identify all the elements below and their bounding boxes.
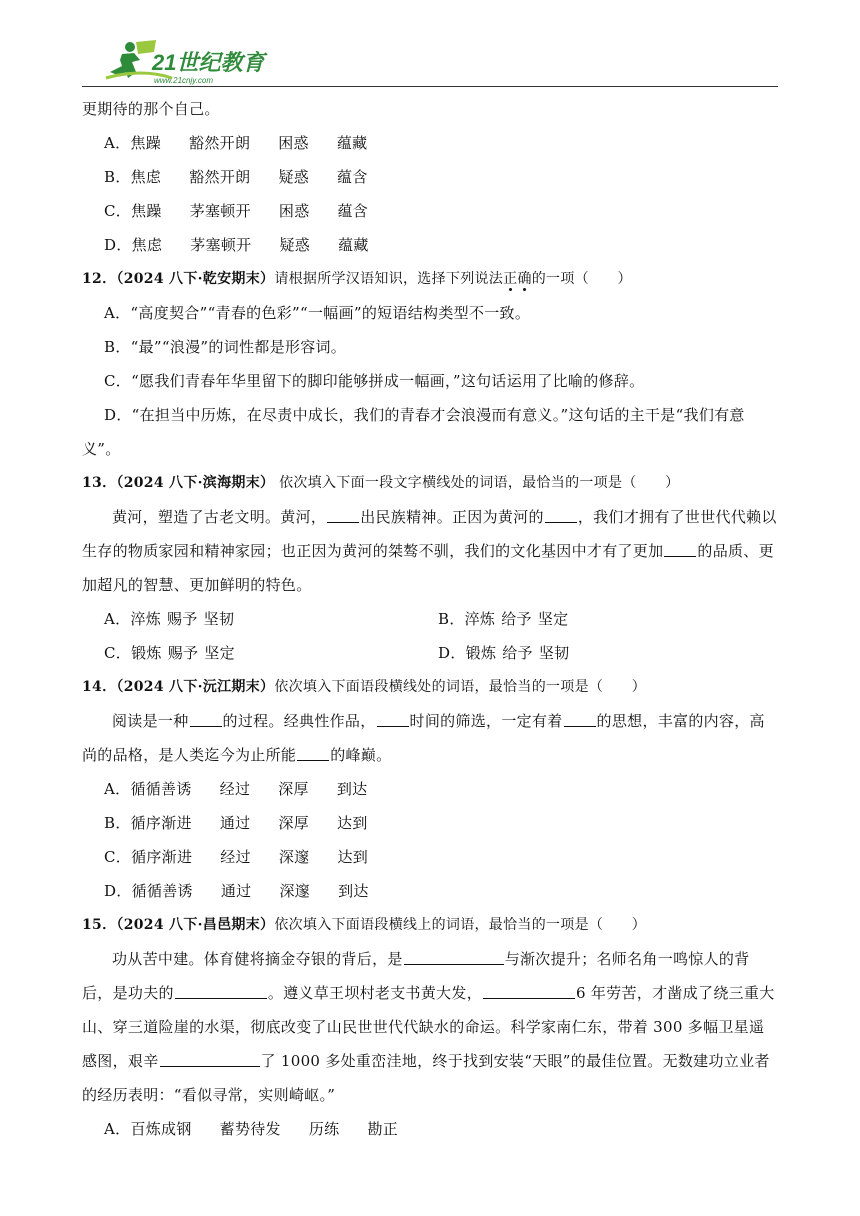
option-a: A．百炼成钢 蓄势待发 历练 勘正 xyxy=(104,1120,399,1138)
question-title: 13．（2024 八下·滨海期末） 依次填入下面一段文字横线处的词语，最恰当的一项是（ ） xyxy=(82,475,680,491)
question-15 xyxy=(82,908,778,1146)
option-d: D．焦虑 茅塞顿开 疑惑 蕴藏 xyxy=(104,236,369,254)
question-passage: 阅读是一种 的过程。经典性作品， 时间的筛选，一定有着 的思想，丰富的内容，高尚的品格，是人类迄今为止所能 的峰巅。 xyxy=(82,712,765,764)
option-c: C．“愿我们青春年华里留下的脚印能够拼成一幅画，”这句话运用了比喻的修辞。 xyxy=(104,372,645,390)
svg-text:21世纪教育: 21世纪教育 xyxy=(152,50,265,75)
continued-text: 更期待的那个自己。 xyxy=(82,100,220,118)
document-body xyxy=(82,92,778,1146)
option-d: D．“在担当中历炼，在尽责中成长，我们的青春才会浪漫而有意义。”这句话的主干是“我们有意 xyxy=(104,406,745,424)
option-c: C．锻炼 赐予 坚定 xyxy=(104,644,235,662)
question-passage: 功从苦中建。体育健将摘金夺银的背后，是 与渐次提升；名师名角一鸣惊人的背后，是功夫的 。遵义草王坝村老支书黄大发， 6 年劳苦，才凿成了绕三重大山、穿三道险崖的水渠，彻底改变了山民世世代代缺水的命运。科学家南仁东，带着 300 多幅卫星遥感图，艰辛 了 1000 多处重峦洼地，终于找到安装“天眼”的最佳位置。无数建功立业者的经历表明：“看似寻常，实则崎岖。” xyxy=(82,950,775,1104)
options-row-2 xyxy=(82,636,778,670)
question-title: 14．（2024 八下·沅江期末）依次填入下面语段横线处的词语，最恰当的一项是（ ） xyxy=(82,679,647,695)
option-a: A．焦躁 豁然开朗 困惑 蕴藏 xyxy=(104,134,368,152)
question-14 xyxy=(82,670,778,908)
option-d: D．循循善诱 通过 深邃 到达 xyxy=(104,882,369,900)
question-13 xyxy=(82,466,778,670)
option-b: B．焦虑 豁然开朗 疑惑 蕴含 xyxy=(104,168,368,186)
option-b: B．循序渐进 通过 深厚 达到 xyxy=(104,814,368,832)
header-rule xyxy=(82,86,778,87)
21cnjy-logo xyxy=(102,38,272,86)
question-12 xyxy=(82,262,778,466)
option-b: B．“最”“浪漫”的词性都是形容词。 xyxy=(104,338,347,356)
page-header xyxy=(0,0,860,90)
question-passage: 黄河，塑造了古老文明。黄河， 出民族精神。正因为黄河的 ，我们才拥有了世世代代赖以生存的物质家园和精神家园；也正因为黄河的桀骜不驯，我们的文化基因中才有了更加 的品质、更加超凡的智慧、更加鲜明的特色。 xyxy=(82,508,777,594)
option-b: B．淬炼 给予 坚定 xyxy=(438,610,569,628)
option-a: A．“高度契合”“青春的色彩”“一幅画”的短语结构类型不一致。 xyxy=(104,304,531,322)
option-c: C．循序渐进 经过 深邃 达到 xyxy=(104,848,369,866)
option-a: A．淬炼 赐予 坚韧 xyxy=(104,610,235,628)
option-d: D．锻炼 给予 坚韧 xyxy=(438,644,570,662)
question-title: 12．（2024 八下·乾安期末）请根据所学汉语知识，选择下列说法正确的一项（ ） xyxy=(82,271,632,287)
option-a: A．循循善诱 经过 深厚 到达 xyxy=(104,780,368,798)
q11-options xyxy=(82,126,778,262)
question-title: 15．（2024 八下·昌邑期末）依次填入下面语段横线上的词语，最恰当的一项是（ ） xyxy=(82,917,647,933)
option-c: C．焦躁 茅塞顿开 困惑 蕴含 xyxy=(104,202,369,220)
svg-text:www.21cnjy.com: www.21cnjy.com xyxy=(154,76,213,85)
options-row-1 xyxy=(82,602,778,636)
option-d-continued: 义”。 xyxy=(82,440,121,458)
